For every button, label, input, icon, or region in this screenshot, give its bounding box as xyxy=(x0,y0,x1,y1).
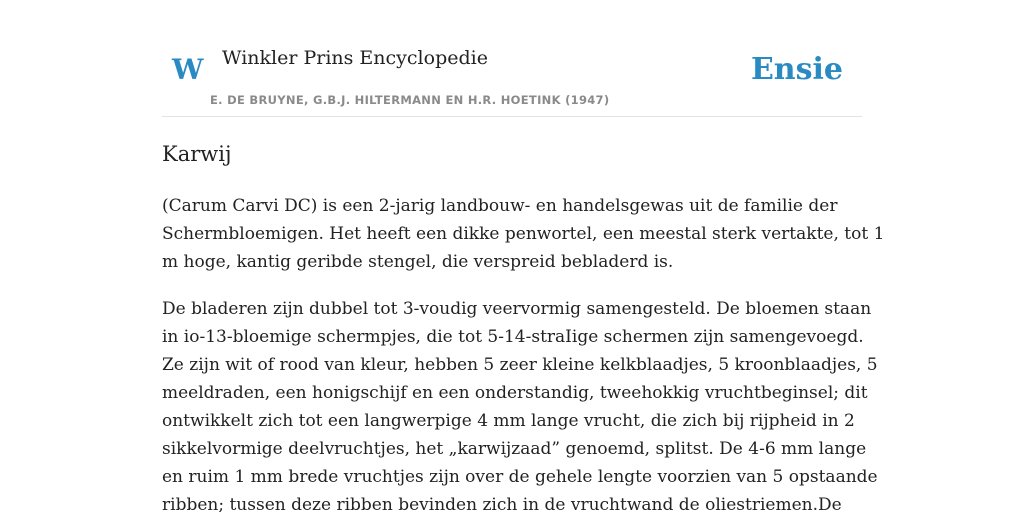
text-line: ontwikkelt zich tot een langwerpige 4 mm lange vrucht, die zich bij rijpheid in 2 xyxy=(162,411,855,431)
book-logo[interactable]: W xyxy=(172,53,204,86)
article-title: Karwij xyxy=(162,142,232,166)
text-line: Ze zijn wit of rood van kleur, hebben 5 zeer kleine kelkblaadjes, 5 kroonblaadjes, 5 xyxy=(162,355,878,375)
text-line: De bladeren zijn dubbel tot 3-voudig veervormig samengesteld. De bloemen staan xyxy=(162,299,872,319)
text-line: sikkelvormige deelvruchtjes, het „karwijzaad” genoemd, splitst. De 4-6 mm lange xyxy=(162,439,867,459)
text-line: Schermbloemigen. Het heeft een dikke penwortel, een meestal sterk vertakte, tot 1 xyxy=(162,224,885,244)
site-logo[interactable]: Ensie xyxy=(750,52,843,87)
article-paragraph xyxy=(162,295,878,512)
article xyxy=(162,138,885,512)
site-header xyxy=(162,0,862,117)
text-line: m hoge, kantig geribde stengel, die verspreid bebladerd is. xyxy=(162,252,674,272)
text-line: in io-13-bloemige schermpjes, die tot 5-14-straIige schermen zijn samengevoegd. xyxy=(162,327,864,347)
text-line: en ruim 1 mm brede vruchtjes zijn over de gehele lengte voorzien van 5 opstaande xyxy=(162,467,878,487)
text-line: (Carum Carvi DC) is een 2-jarig landbouw- en handelsgewas uit de familie der xyxy=(162,196,838,216)
text-line: ribben; tussen deze ribben bevinden zich in de vruchtwand de oliestriemen.De xyxy=(162,495,842,512)
article-paragraph xyxy=(162,192,885,276)
text-line: meeldraden, een honigschijf en een onderstandig, tweehokkig vruchtbeginsel; dit xyxy=(162,383,868,403)
book-authors: E. DE BRUYNE, G.B.J. HILTERMANN EN H.R. HOETINK (1947) xyxy=(210,93,610,107)
book-title-link[interactable]: Winkler Prins Encyclopedie xyxy=(222,47,488,69)
